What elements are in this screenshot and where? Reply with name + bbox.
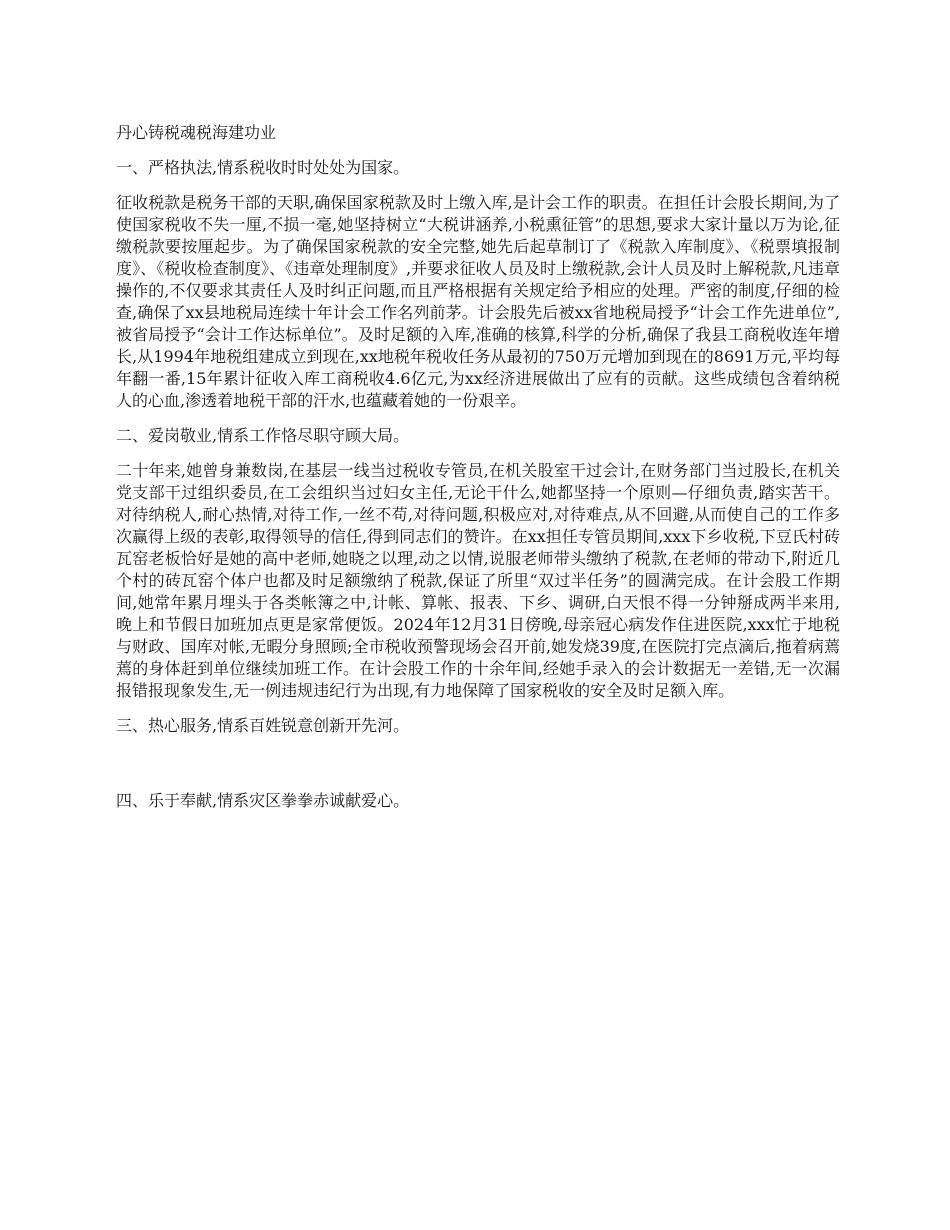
section-body-1: 征收税款是税务干部的天职,确保国家税款及时上缴入库,是计会工作的职责。在担任计会股长期间,为了使国家税收不失一厘,不损一毫,她坚持树立“大税讲涵养,小税熏征管”的思想,要求大家计量以万为论,征缴税款要按厘起步。为了确保国家税款的安全完整,她先后起草制订了《税款入库制度》、《税票填报制度》、《税收检查制度》、《违章处理制度》,并要求征收人员及时上缴税款,会计人员及时上解税款,凡违章操作的,不仅要求其责任人及时纠正问题,而且严格根据有关规定给予相应的处理。严密的制度,仔细的检查,确保了xx县地税局连续十年计会工作名列前茅。计会股先后被xx省地税局授予“计会工作先进单位”,被省局授予“会计工作达标单位”。及时足额的入库,准确的核算,科学的分析,确保了我县工商税收连年增长,从1994年地税组建成立到现在,xx地税年税收任务从最初的750万元增加到现在的8691万元,平均每年翻一番,15年累计征收入库工商税收4.6亿元,为xx经济进展做出了应有的贡献。这些成绩包含着纳税人的心血,渗透着地税干部的汗水,也蕴藏着她的一份艰辛。 (116, 193, 840, 410)
section-heading-2: 二、爱岗敬业,情系工作恪尽职守顾大局。 (116, 426, 410, 445)
section-body-2: 二十年来,她曾身兼数岗,在基层一线当过税收专管员,在机关股室干过会计,在财务部门当过股长,在机关党支部干过组织委员,在工会组织当过妇女主任,无论干什么,她都坚持一个原则—仔细负责,踏实苦干。对待纳税人,耐心热情,对待工作,一丝不苟,对待问题,积极应对,对待难点,从不回避,从而使自己的工作多次赢得上级的表彰,取得领导的信任,得到同志们的赞许。在xx担任专管员期间,xxx下乡收税,下豆氏村砖瓦窑老板恰好是她的高中老师,她晓之以理,动之以情,说服老师带头缴纳了税款,在老师的带动下,附近几个村的砖瓦窑个体户也都及时足额缴纳了税款,保证了所里“双过半任务”的圆满完成。在计会股工作期间,她常年累月埋头于各类帐簿之中,计帐、算帐、报表、下乡、调研,白天恨不得一分钟掰成两半来用,晚上和节假日加班加点更是家常便饭。2024年12月31日傍晚,母亲冠心病发作住进医院,xxx忙于地税与财政、国库对帐,无暇分身照顾;全市税收预警现场会召开前,她发烧39度,在医院打完点滴后,拖着病蔫蔫的身体赶到单位继续加班工作。在计会股工作的十余年间,经她手录入的会计数据无一差错,无一次漏报错报现象发生,无一例违规违纪行为出现,有力地保障了国家税收的安全及时足额入库。 (116, 461, 840, 700)
document-title: 丹心铸税魂税海建功业 (116, 123, 277, 142)
section-heading-3: 三、热心服务,情系百姓锐意创新开先河。 (116, 716, 410, 735)
section-gap (116, 750, 840, 790)
section-heading-4: 四、乐于奉献,情系灾区拳拳赤诚献爱心。 (116, 791, 410, 810)
section-heading-1: 一、严格执法,情系税收时时处处为国家。 (116, 158, 410, 177)
document-page (116, 122, 840, 825)
